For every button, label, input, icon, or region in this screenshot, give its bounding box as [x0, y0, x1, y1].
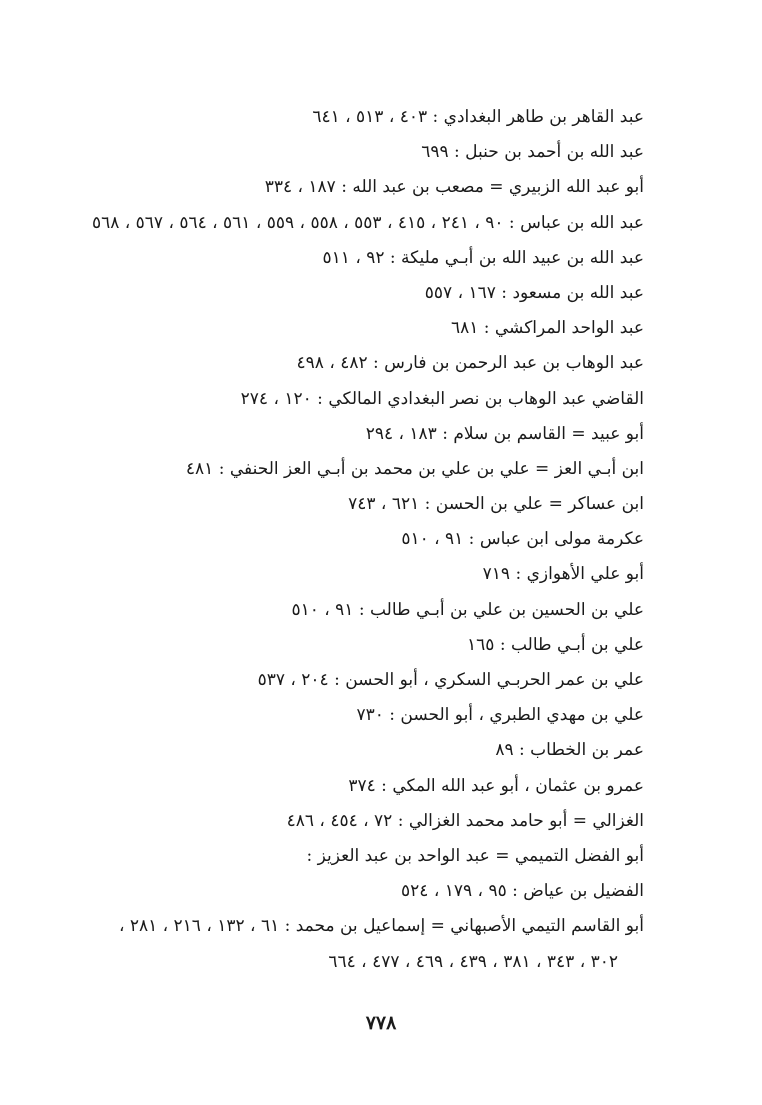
index-entry: الفضيل بن عياض : ٩٥ ، ١٧٩ ، ٥٢٤ [401, 881, 644, 902]
index-entry-line: أبو القاسم التيمي الأصبهاني = إسماعيل بن محمد : ٦١ ، ١٣٢ ، ٢١٦ ، ٢٨١ ، [118, 916, 644, 937]
index-entry: القاضي عبد الوهاب بن نصر البغدادي المالكي : ١٢٠ ، ٢٧٤ [240, 388, 644, 409]
index-entry: عبد الوهاب بن عبد الرحمن بن فارس : ٤٨٢ ، ٤٩٨ [296, 353, 644, 374]
index-entry: أبو الفضل التميمي = عبد الواحد بن عبد العزيز : [306, 845, 644, 866]
index-entry: عمرو بن عثمان ، أبو عبد الله المكي : ٣٧٤ [348, 775, 644, 796]
index-entry: عبد الله بن أحمد بن حنبل : ٦٩٩ [421, 142, 644, 163]
index-entry: عبد الله بن عباس : ٩٠ ، ٢٤١ ، ٤١٥ ، ٥٥٣ ، ٥٥٨ ، ٥٥٩ ، ٥٦١ ، ٥٦٤ ، ٥٦٧ ، ٥٦٨ [91, 212, 644, 233]
index-entry-continuation: ٣٠٢ ، ٣٤٣ ، ٣٨١ ، ٤٣٩ ، ٤٦٩ ، ٤٧٧ ، ٦٦٤ [328, 951, 618, 972]
index-entry: علي بن الحسين بن علي بن أبـي طالب : ٩١ ، ٥١٠ [291, 599, 644, 620]
index-entry: علي بن أبـي طالب : ١٦٥ [467, 634, 644, 655]
index-entry: الغزالي = أبو حامد محمد الغزالي : ٧٢ ، ٤٥٤ ، ٤٨٦ [286, 810, 644, 831]
index-entry: عبد الله بن عبيد الله بن أبـي مليكة : ٩٢ ، ٥١١ [322, 247, 644, 268]
page-number: ٧٧٨ [365, 1012, 397, 1034]
index-entry: علي بن مهدي الطبري ، أبو الحسن : ٧٣٠ [356, 705, 644, 726]
index-entry: عكرمة مولى ابن عباس : ٩١ ، ٥١٠ [401, 529, 644, 550]
index-entry: أبو علي الأهوازي : ٧١٩ [482, 564, 644, 585]
index-entry: عبد القاهر بن طاهر البغدادي : ٤٠٣ ، ٥١٣ ، ٦٤١ [312, 107, 644, 127]
index-entry: أبو عبد الله الزبيري = مصعب بن عبد الله : ١٨٧ ، ٣٣٤ [264, 177, 644, 198]
index-entry: ابن أبـي العز = علي بن علي بن محمد بن أبـي العز الحنفي : ٤٨١ [185, 458, 644, 479]
index-entry: عبد الله بن مسعود : ١٦٧ ، ٥٥٧ [424, 282, 644, 303]
index-entry: أبو عبيد = القاسم بن سلام : ١٨٣ ، ٢٩٤ [365, 423, 644, 444]
index-entry: ابن عساكر = علي بن الحسن : ٦٢١ ، ٧٤٣ [348, 494, 644, 515]
index-entry: عبد الواحد المراكشي : ٦٨١ [450, 318, 644, 339]
index-entry-multiline [70, 909, 644, 979]
name-index-list [70, 100, 644, 980]
index-entry: عمر بن الخطاب : ٨٩ [495, 740, 644, 761]
index-entry: علي بن عمر الحربـي السكري ، أبو الحسن : ٢٠٤ ، ٥٣٧ [257, 670, 644, 690]
